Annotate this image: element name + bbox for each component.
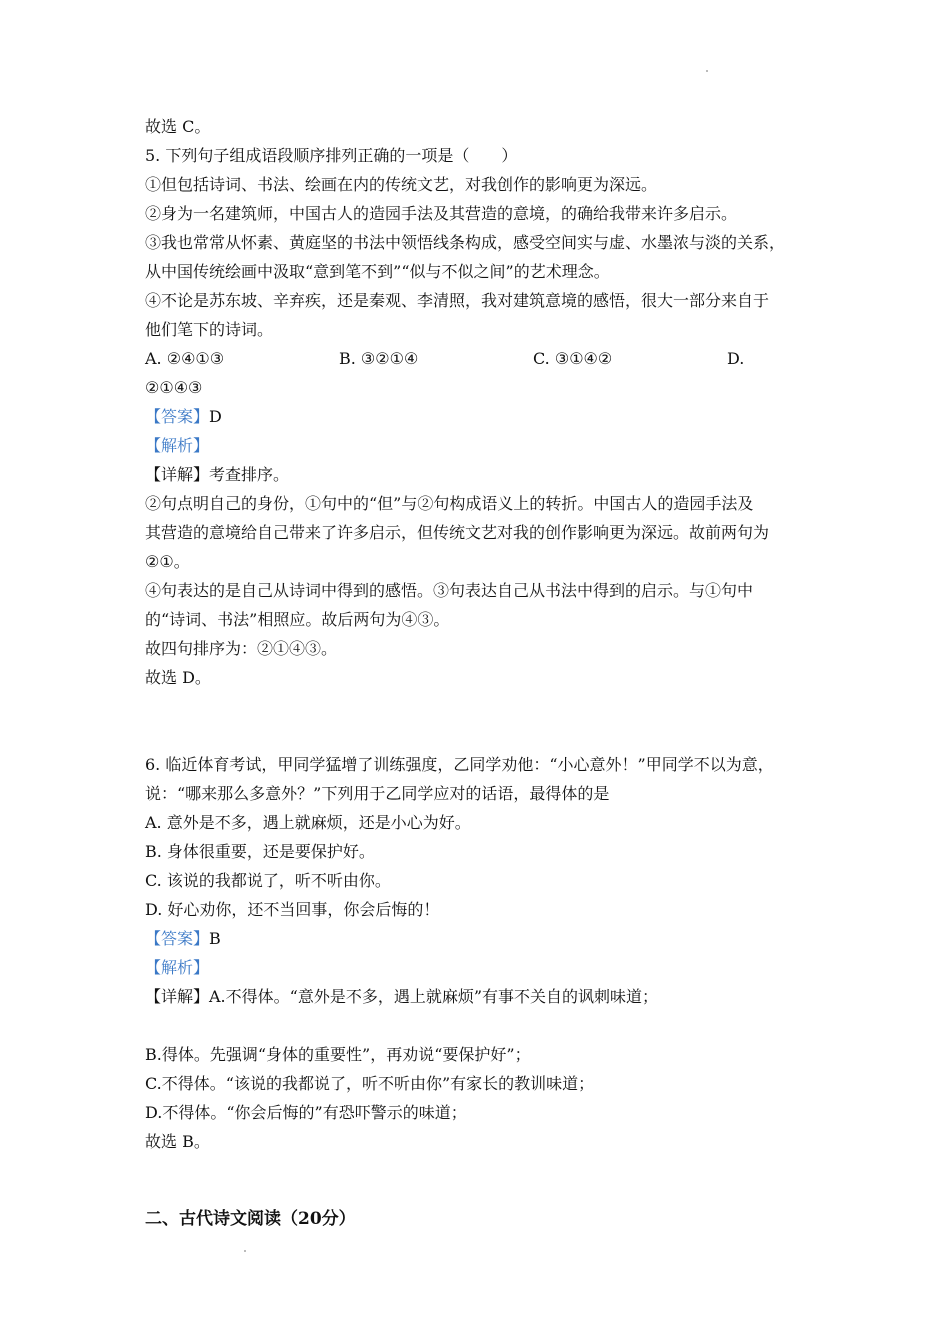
answer-value: B [209, 929, 221, 948]
answer-label: 【答案】 [145, 407, 210, 426]
spacer [145, 692, 815, 750]
q6-stem-b: 说：“哪来那么多意外？”下列用于乙同学应对的话语，最得体的是 [145, 784, 610, 803]
q5-options [145, 344, 815, 373]
q5-conclusion: 故选 D。 [145, 668, 211, 687]
q6-explanation-c: C.不得体。“该说的我都说了，听不听由你”有家长的教训味道； [145, 1074, 595, 1093]
q6-option-a: A. 意外是不多，遇上就麻烦，还是小心为好。 [145, 813, 471, 832]
q6-option-d: D. 好心劝你，还不当回事，你会后悔的！ [145, 900, 440, 919]
q6-explanation-d: D.不得体。“你会后悔的”有恐吓警示的味道； [145, 1103, 467, 1122]
q5-explanation-2b: 的“诗词、书法”相照应。故后两句为④③。 [145, 610, 450, 629]
spacer [145, 1156, 815, 1185]
q5-explanation-1a: ②句点明自己的身份，①句中的“但”与②句构成语义上的转折。中国古人的造园手法及 [145, 494, 754, 513]
q5-detail: 【详解】考查排序。 [145, 465, 290, 484]
q5-answer [145, 402, 815, 431]
q6-explanation-b: B.得体。先强调“身体的重要性”，再劝说“要保护好”； [145, 1045, 531, 1064]
q6-analysis-label: 【解析】 [145, 958, 210, 977]
q5-explanation-1c: ②①。 [145, 552, 190, 571]
spacer [145, 1011, 815, 1040]
q5-option-b: B. ③②①④ [339, 349, 419, 368]
q5-sentence-1: ①但包括诗词、书法、绘画在内的传统文艺，对我创作的影响更为深远。 [145, 175, 658, 194]
q6-stem-a: 6. 临近体育考试，甲同学猛增了训练强度，乙同学劝他：“小心意外！”甲同学不以为意， [145, 755, 774, 774]
section-heading: 二、古代诗文阅读（20分） [145, 1209, 356, 1229]
corner-mark-top [706, 70, 708, 72]
q5-analysis-label: 【解析】 [145, 436, 210, 455]
q5-sentence-4b: 他们笔下的诗词。 [145, 320, 274, 339]
q5-stem: 5. 下列句子组成语段顺序排列正确的一项是（ ） [145, 146, 518, 165]
answer-value: D [209, 407, 222, 426]
q5-explanation-3: 故四句排序为：②①④③。 [145, 639, 338, 658]
q5-explanation-2a: ④句表达的是自己从诗词中得到的感悟。③句表达自己从书法中得到的启示。与①句中 [145, 581, 754, 600]
q5-option-d-continued: ②①④③ [145, 378, 203, 397]
q5-option-d: D. [727, 349, 745, 368]
q5-option-a: A. ②④①③ [145, 349, 225, 368]
q5-explanation-1b: 其营造的意境给自己带来了许多启示，但传统文艺对我的创作影响更为深远。故前两句为 [145, 523, 770, 542]
q5-sentence-3a: ③我也常常从怀素、黄庭坚的书法中领悟线条构成，感受空间实与虚、水墨浓与淡的关系， [145, 233, 786, 252]
document-body [145, 112, 815, 1234]
q6-option-b: B. 身体很重要，还是要保护好。 [145, 842, 375, 861]
q5-sentence-2: ②身为一名建筑师，中国古人的造园手法及其营造的意境，的确给我带来许多启示。 [145, 204, 738, 223]
q5-sentence-3b: 从中国传统绘画中汲取“意到笔不到”“似与不似之间”的艺术理念。 [145, 262, 610, 281]
q4-conclusion: 故选 C。 [145, 117, 211, 136]
question-6 [145, 750, 815, 1156]
q6-conclusion: 故选 B。 [145, 1132, 210, 1151]
q5-option-c: C. ③①④② [533, 349, 613, 368]
question-5 [145, 141, 815, 692]
corner-mark-bottom [244, 1250, 246, 1252]
q6-detail: 【详解】A.不得体。“意外是不多，遇上就麻烦”有事不关自的讽刺味道； [145, 987, 659, 1006]
q6-answer [145, 924, 815, 953]
answer-label: 【答案】 [145, 929, 210, 948]
q6-option-c: C. 该说的我都说了，听不听由你。 [145, 871, 391, 890]
q5-sentence-4a: ④不论是苏东坡、辛弃疾，还是秦观、李清照，我对建筑意境的感悟，很大一部分来自于 [145, 291, 770, 310]
